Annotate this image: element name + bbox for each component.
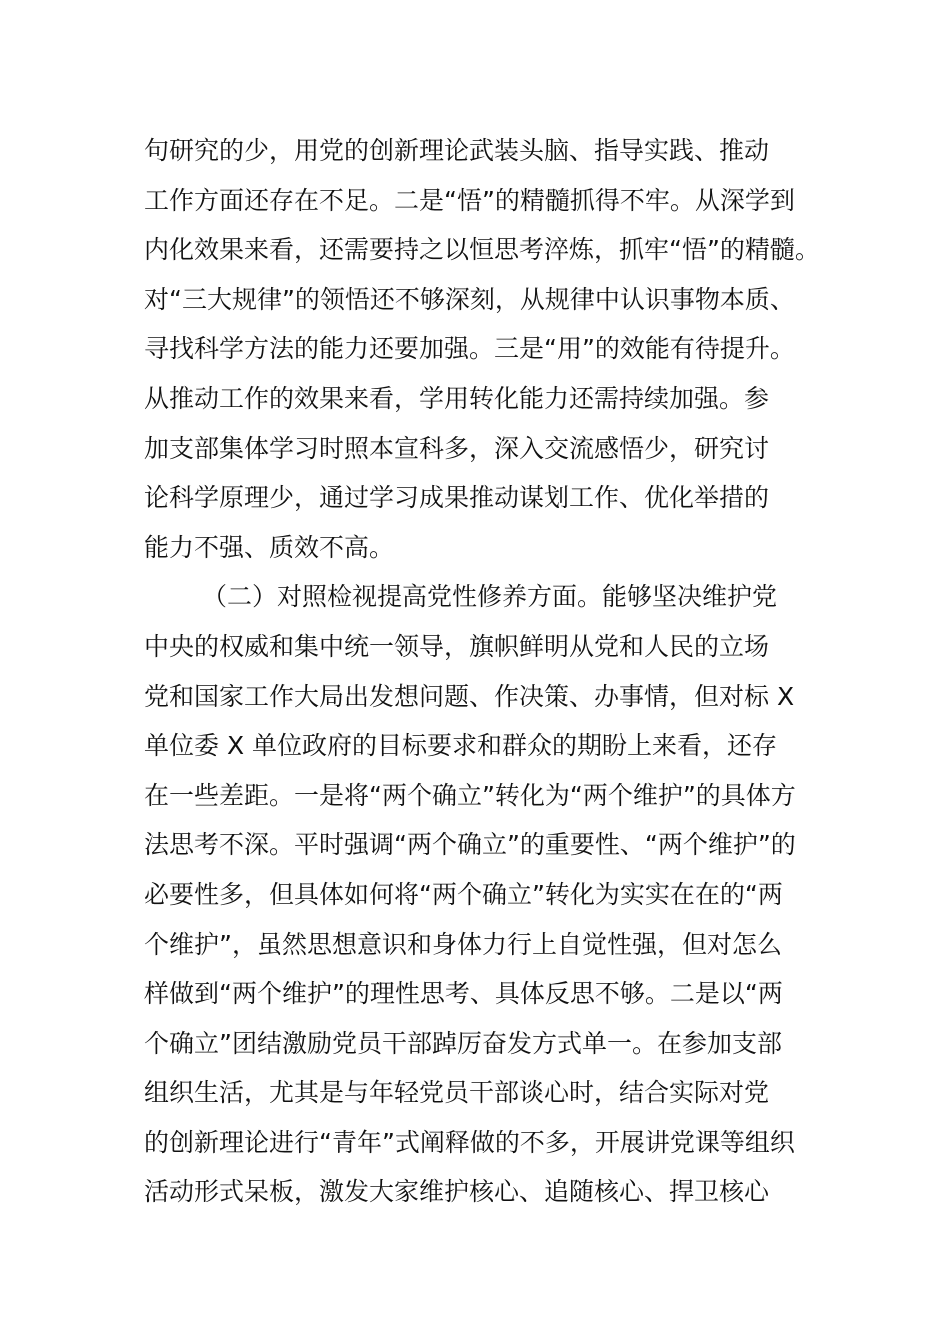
text-line-8: 论科学原理少，通过学习成果推动谋划工作、优化举措的 (144, 483, 770, 513)
text-line-22: 活动形式呆板，激发大家维护核心、追随核心、捍卫核心 (144, 1177, 770, 1207)
text-line-5: 寻找科学方法的能力还要加强。三是“用”的效能有待提升。 (144, 334, 795, 364)
text-line-17: 个维护”，虽然思想意识和身体力行上自觉性强，但对怎么 (144, 929, 782, 959)
text-line-2: 工作方面还存在不足。二是“悟”的精髓抓得不牢。从深学到 (144, 185, 795, 215)
text-line-14: 在一些差距。一是将“两个确立”转化为“两个维护”的具体方 (144, 780, 796, 810)
text-line-6: 从推动工作的效果来看，学用转化能力还需持续加强。参 (144, 383, 770, 413)
text-line-9: 能力不强、质效不高。 (144, 532, 395, 562)
text-line-15: 法思考不深。平时强调“两个确立”的重要性、“两个维护”的 (144, 830, 796, 860)
text-line-21: 的创新理论进行“青年”式阐释做的不多，开展讲党课等组织 (144, 1127, 795, 1157)
text-line-3: 内化效果来看，还需要持之以恒思考淬炼，抓牢“悟”的精髓。 (144, 235, 820, 265)
text-line-4: 对“三大规律”的领悟还不够深刻，从规律中认识事物本质、 (144, 284, 795, 314)
text-line-20: 组织生活，尤其是与年轻党员干部谈心时，结合实际对党 (144, 1078, 770, 1108)
text-line-19: 个确立”团结激励党员干部踔厉奋发方式单一。在参加支部 (144, 1028, 782, 1058)
text-line-1: 句研究的少，用党的创新理论武装头脑、指导实践、推动 (144, 136, 770, 165)
text-line-18: 样做到“两个维护”的理性思考、具体反思不够。二是以“两 (144, 979, 783, 1009)
section-heading-line: （二）对照检视提高党性修养方面。能够坚决维护党 (202, 582, 778, 612)
text-line-7: 加支部集体学习时照本宣科多，深入交流感悟少，研究讨 (144, 433, 770, 463)
text-line-11: 中央的权威和集中统一领导，旗帜鲜明从党和人民的立场 (144, 631, 770, 661)
text-line-13: 单位委 X 单位政府的目标要求和群众的期盼上来看，还存 (144, 731, 778, 761)
text-line-16: 必要性多，但具体如何将“两个确立”转化为实实在在的“两 (144, 879, 783, 909)
text-line-12: 党和国家工作大局出发想问题、作决策、办事情，但对标 X (144, 681, 795, 711)
document-body (144, 126, 844, 1217)
